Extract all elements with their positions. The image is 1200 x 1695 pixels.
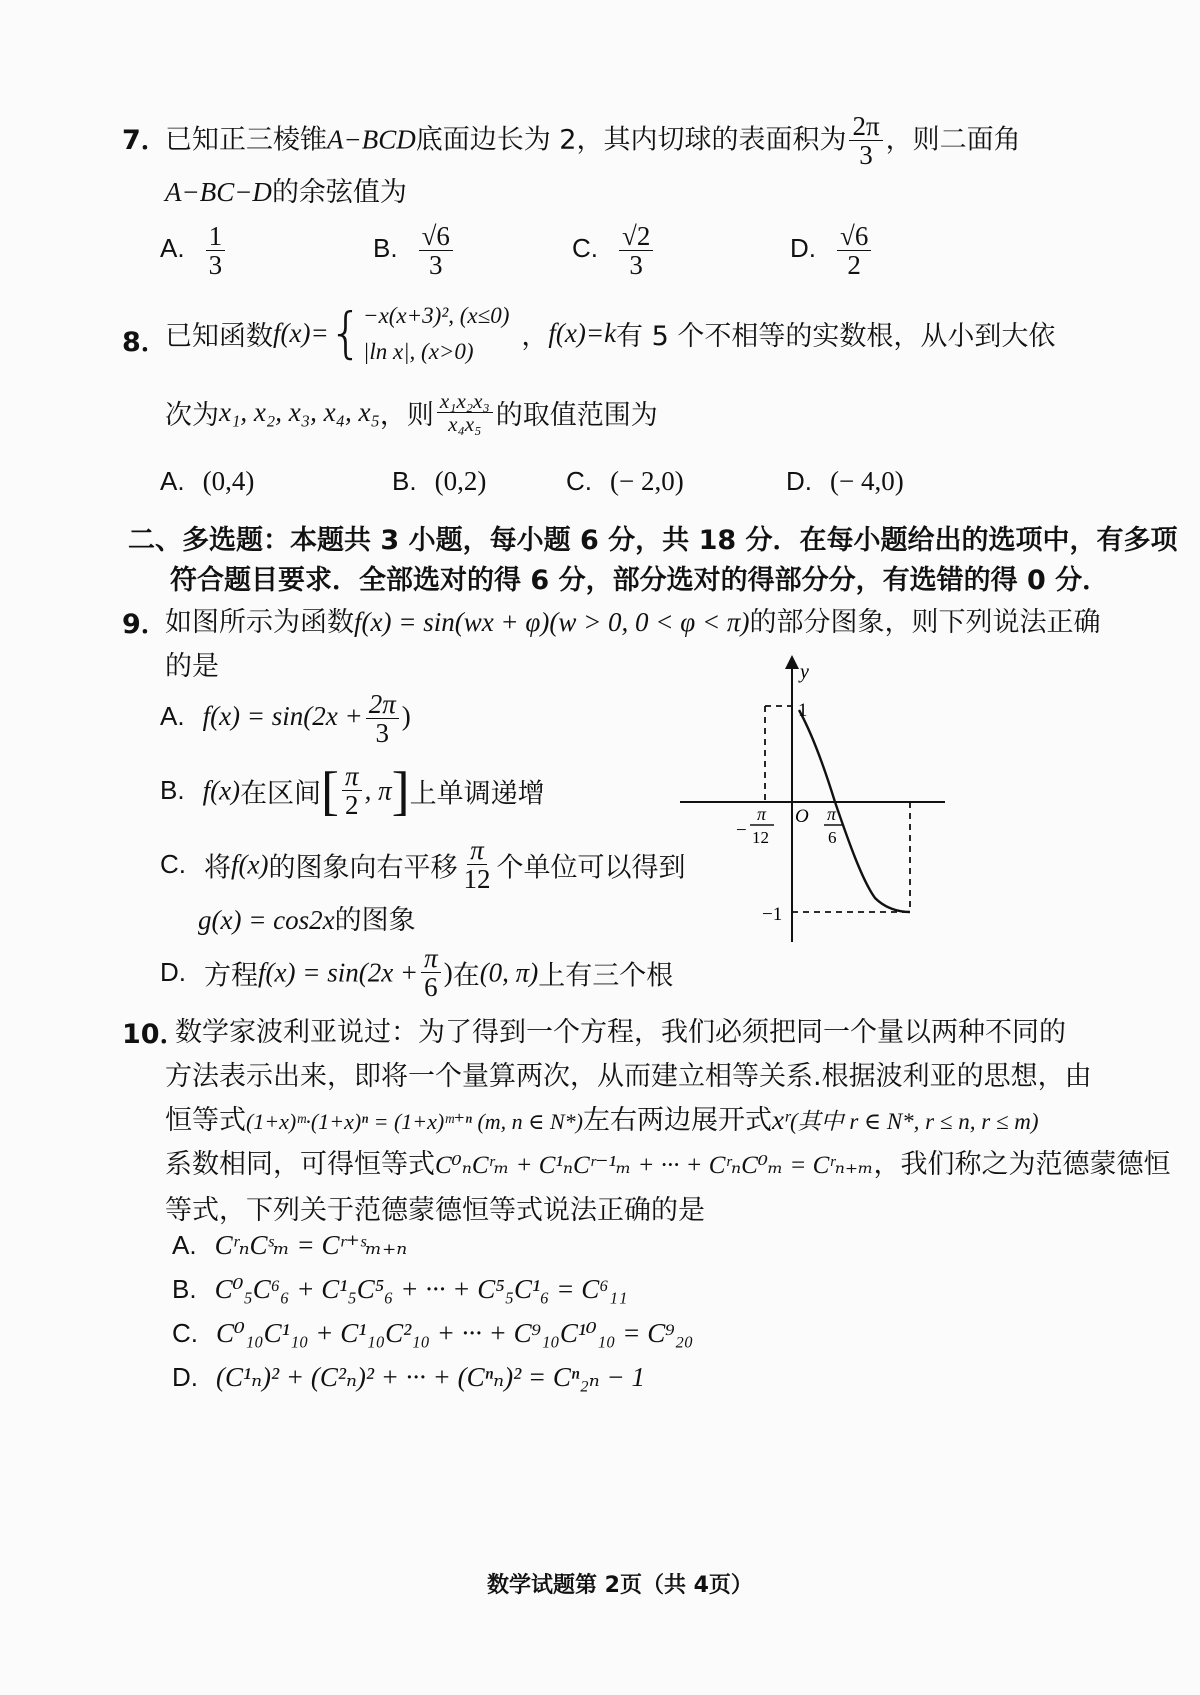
q9-option-a[interactable]: A. f(x) = sin(2x + $\frac{2\pi}{3}$ ) — [160, 689, 411, 749]
origin-label: O — [795, 806, 809, 827]
q8-option-d[interactable]: D. (− 4,0) — [786, 466, 904, 496]
page-footer: 数学试题第 2页（共 4页） — [487, 1573, 753, 1598]
q9-line1: 如图所示为函数f(x) = sin(wx + φ)(w > 0, 0 < φ < π)的部分图象，则下列说法正确 — [165, 607, 1101, 638]
q7-number: 7． — [122, 125, 168, 156]
q9-option-c-line2: g(x) = cos2x的图象 — [198, 905, 416, 936]
piecewise-brace: { — [328, 301, 364, 365]
piecewise-cases: −x(x+3)², (x≤0) |ln x|, (x>0) — [363, 303, 510, 364]
sine-curve — [799, 710, 910, 912]
q7-fraction: $\frac{2\pi}{3}$ — [849, 112, 882, 170]
q9-option-b[interactable]: B. f(x)在区间[ $\frac{\pi}{2}$ , π]上单调递增 — [160, 760, 545, 821]
q7-option-c[interactable]: C. $\frac{√2}{3}$ — [572, 222, 656, 280]
q8-number: 8． — [122, 327, 168, 358]
q10-number: 10． — [122, 1019, 187, 1050]
q10-line2: 方法表示出来，即将一个量算两次，从而建立相等关系.根据波利亚的思想，由 — [165, 1061, 1092, 1092]
q10-line3: 恒等式(1+x)ᵐ·(1+x)ⁿ = (1+x)ᵐ⁺ⁿ (m, n ∈ N*)左右两边展开式xʳ(其中 r ∈ N*, r ≤ n, r ≤ m) — [165, 1105, 1039, 1136]
q7-line2: A−BC−D的余弦值为 — [165, 177, 407, 208]
section-heading-line2: 符合题目要求．全部选对的得 6 分，部分选对的得部分分，有选错的得 0 分． — [170, 565, 1110, 596]
q10-line1: 数学家波利亚说过：为了得到一个方程，我们必须把同一个量以两种不同的 — [175, 1017, 1066, 1048]
q10-option-c[interactable]: C. C⁰₁₀C¹₁₀ + C¹₁₀C²₁₀ + ··· + C⁹₁₀C¹⁰₁₀ = C⁹₂₀ — [172, 1318, 694, 1348]
q8-line2: 次为x₁, x₂, x₃, x₄, x₅，则 $\frac{\text{x₁x₂x₃}}{\text{x₄x₅}}$ 的取值范围为 — [165, 389, 658, 437]
x-tick-right-num: π — [827, 804, 837, 824]
q7-option-b[interactable]: B. $\frac{√6}{3}$ — [373, 222, 456, 280]
y-axis-label: y — [800, 661, 809, 683]
q9-line2: 的是 — [165, 651, 219, 682]
x-tick-left-den: 12 — [752, 828, 769, 847]
q10-line4: 系数相同，可得恒等式C⁰ₙCʳₘ + C¹ₙCʳ⁻¹ₘ + ··· + CʳₙC⁰ₘ = Cʳₙ₊ₘ，我们称之为范德蒙德恒 — [165, 1149, 1171, 1180]
q9-option-c[interactable]: C. 将f(x)的图象向右平移 $\frac{\pi}{12}$ 个单位可以得到 — [160, 835, 686, 895]
q10-option-a[interactable]: A. CʳₙCˢₘ = Cʳ⁺ˢₘ₊ₙ — [172, 1230, 408, 1260]
q10-option-d[interactable]: D. (C¹ₙ)² + (C²ₙ)² + ··· + (Cⁿₙ)² = Cⁿ₂ₙ − 1 — [172, 1362, 645, 1392]
q7-option-a[interactable]: A. $\frac{1}{3}$ — [160, 222, 228, 280]
x-tick-left-sign: − — [736, 820, 747, 841]
y-tick-1: 1 — [798, 700, 808, 721]
x-tick-left-num: π — [757, 804, 767, 824]
y-tick-minus-1: −1 — [762, 904, 783, 925]
q10-option-b[interactable]: B. C⁰₅C⁶₆ + C¹₅C⁵₆ + ··· + C⁵₅C¹₆ = C⁶₁₁ — [172, 1274, 628, 1304]
q8-option-b[interactable]: B. (0,2) — [392, 466, 487, 496]
q8-option-a[interactable]: A. (0,4) — [160, 466, 255, 496]
q9-option-d[interactable]: D. 方程f(x) = sin(2x + $\frac{\pi}{6}$ )在(0, π)上有三个根 — [160, 943, 674, 1003]
x-tick-right-den: 6 — [828, 828, 837, 847]
q8-line1: 已知函数f(x)={ −x(x+3)², (x≤0) |ln x|, (x>0) ，f(x)=k有 5 个不相等的实数根，从小到大依 — [165, 298, 1055, 369]
q8-option-c[interactable]: C. (− 2,0) — [566, 466, 684, 496]
section-heading-line1: 二、多选题：本题共 3 小题，每小题 6 分，共 18 分．在每小题给出的选项中，有多项 — [128, 525, 1178, 556]
q10-line5: 等式，下列关于范德蒙德恒等式说法正确的是 — [165, 1195, 705, 1226]
q7-line1: 已知正三棱锥A−BCD底面边长为 2，其内切球的表面积为 $\frac{2\pi}{3}$ ，则二面角 — [165, 111, 1021, 171]
q9-function-graph — [670, 650, 960, 950]
q7-option-d[interactable]: D. $\frac{√6}{2}$ — [790, 222, 874, 280]
q8-fraction: $\frac{\text{x₁x₂x₃}}{\text{x₄x₅}}$ — [437, 390, 493, 435]
q9-number: 9． — [122, 609, 168, 640]
